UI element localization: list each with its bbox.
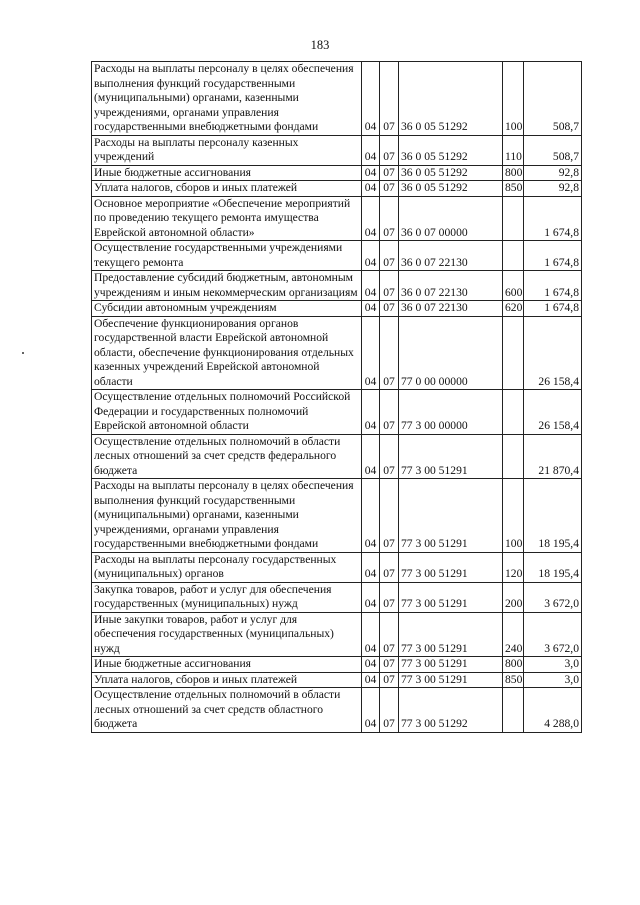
- row-expense-type-cell: 850: [503, 181, 524, 197]
- row-target-article-cell: 36 0 07 00000: [399, 196, 503, 241]
- row-amount-cell: 508,7: [524, 62, 582, 136]
- row-amount-cell: 4 288,0: [524, 688, 582, 733]
- row-subsection-cell: 07: [380, 196, 399, 241]
- row-name-cell: Субсидии автономным учреждениям: [92, 301, 362, 317]
- row-section-cell: 04: [362, 434, 380, 479]
- row-section-cell: 04: [362, 688, 380, 733]
- row-target-article-cell: 36 0 05 51292: [399, 165, 503, 181]
- row-section-cell: 04: [362, 390, 380, 435]
- row-expense-type-cell: 240: [503, 612, 524, 657]
- row-section-cell: 04: [362, 657, 380, 673]
- row-expense-type-cell: 110: [503, 135, 524, 165]
- row-target-article-cell: 77 3 00 51291: [399, 582, 503, 612]
- row-section-cell: 04: [362, 181, 380, 197]
- table-row: [92, 196, 582, 241]
- table-row: [92, 552, 582, 582]
- row-subsection-cell: 07: [380, 552, 399, 582]
- row-section-cell: 04: [362, 271, 380, 301]
- row-name-cell: Осуществление отдельных полномочий Российской Федерации и государственных полномочий Еврейской автономной области: [92, 390, 362, 435]
- row-name-cell: Основное мероприятие «Обеспечение мероприятий по проведению текущего ремонта имущества Еврейской автономной области»: [92, 196, 362, 241]
- row-name-cell: Обеспечение функционирования органов государственной власти Еврейской автономной области, обеспечение функционирования отдельных казенных учреждений Еврейской автономной области: [92, 316, 362, 390]
- row-subsection-cell: 07: [380, 165, 399, 181]
- row-subsection-cell: 07: [380, 301, 399, 317]
- row-subsection-cell: 07: [380, 688, 399, 733]
- row-expense-type-cell: 620: [503, 301, 524, 317]
- row-name-cell: Осуществление отдельных полномочий в области лесных отношений за счет средств областного бюджета: [92, 688, 362, 733]
- row-expense-type-cell: 800: [503, 165, 524, 181]
- row-amount-cell: 21 870,4: [524, 434, 582, 479]
- table-row: [92, 135, 582, 165]
- table-row: [92, 241, 582, 271]
- row-expense-type-cell: 100: [503, 479, 524, 553]
- table-row: [92, 271, 582, 301]
- row-subsection-cell: 07: [380, 657, 399, 673]
- row-subsection-cell: 07: [380, 612, 399, 657]
- row-target-article-cell: 77 3 00 51292: [399, 688, 503, 733]
- row-amount-cell: 92,8: [524, 165, 582, 181]
- row-name-cell: Иные бюджетные ассигнования: [92, 657, 362, 673]
- row-expense-type-cell: [503, 241, 524, 271]
- table-row: [92, 301, 582, 317]
- row-section-cell: 04: [362, 241, 380, 271]
- row-subsection-cell: 07: [380, 434, 399, 479]
- row-expense-type-cell: [503, 316, 524, 390]
- row-name-cell: Предоставление субсидий бюджетным, автономным учреждениям и иным некоммерческим организациям: [92, 271, 362, 301]
- table-row: [92, 165, 582, 181]
- table-row: [92, 390, 582, 435]
- row-target-article-cell: 36 0 07 22130: [399, 301, 503, 317]
- row-amount-cell: 1 674,8: [524, 301, 582, 317]
- row-target-article-cell: 77 3 00 51291: [399, 479, 503, 553]
- row-expense-type-cell: 120: [503, 552, 524, 582]
- row-section-cell: 04: [362, 301, 380, 317]
- row-amount-cell: 3,0: [524, 657, 582, 673]
- row-target-article-cell: 77 3 00 51291: [399, 612, 503, 657]
- row-target-article-cell: 77 0 00 00000: [399, 316, 503, 390]
- table-row: [92, 657, 582, 673]
- scan-speck: [22, 352, 24, 354]
- row-amount-cell: 3,0: [524, 672, 582, 688]
- row-subsection-cell: 07: [380, 62, 399, 136]
- row-section-cell: 04: [362, 552, 380, 582]
- row-expense-type-cell: [503, 196, 524, 241]
- row-amount-cell: 18 195,4: [524, 479, 582, 553]
- row-amount-cell: 3 672,0: [524, 582, 582, 612]
- row-name-cell: Уплата налогов, сборов и иных платежей: [92, 672, 362, 688]
- row-amount-cell: 1 674,8: [524, 196, 582, 241]
- row-target-article-cell: 77 3 00 51291: [399, 552, 503, 582]
- row-expense-type-cell: 200: [503, 582, 524, 612]
- row-target-article-cell: 36 0 07 22130: [399, 241, 503, 271]
- row-expense-type-cell: [503, 434, 524, 479]
- row-section-cell: 04: [362, 612, 380, 657]
- row-name-cell: Расходы на выплаты персоналу в целях обеспечения выполнения функций государственными (муниципальными) органами, казенными учреждениями, органами управления государственными внебюджетными фондами: [92, 479, 362, 553]
- row-target-article-cell: 36 0 05 51292: [399, 181, 503, 197]
- row-expense-type-cell: 800: [503, 657, 524, 673]
- row-name-cell: Уплата налогов, сборов и иных платежей: [92, 181, 362, 197]
- row-section-cell: 04: [362, 196, 380, 241]
- table-row: [92, 688, 582, 733]
- budget-table: [91, 61, 582, 733]
- row-subsection-cell: 07: [380, 135, 399, 165]
- row-expense-type-cell: [503, 688, 524, 733]
- row-subsection-cell: 07: [380, 181, 399, 197]
- row-target-article-cell: 36 0 05 51292: [399, 135, 503, 165]
- row-name-cell: Осуществление отдельных полномочий в области лесных отношений за счет средств федерального бюджета: [92, 434, 362, 479]
- row-amount-cell: 26 158,4: [524, 390, 582, 435]
- row-name-cell: Иные бюджетные ассигнования: [92, 165, 362, 181]
- budget-table-body: [92, 62, 582, 733]
- table-row: [92, 434, 582, 479]
- row-subsection-cell: 07: [380, 672, 399, 688]
- row-name-cell: Иные закупки товаров, работ и услуг для обеспечения государственных (муниципальных) нужд: [92, 612, 362, 657]
- row-name-cell: Расходы на выплаты персоналу государственных (муниципальных) органов: [92, 552, 362, 582]
- row-section-cell: 04: [362, 582, 380, 612]
- table-row: [92, 316, 582, 390]
- table-row: [92, 582, 582, 612]
- row-section-cell: 04: [362, 62, 380, 136]
- row-amount-cell: 92,8: [524, 181, 582, 197]
- row-name-cell: Закупка товаров, работ и услуг для обеспечения государственных (муниципальных) нужд: [92, 582, 362, 612]
- row-target-article-cell: 36 0 05 51292: [399, 62, 503, 136]
- row-subsection-cell: 07: [380, 582, 399, 612]
- row-subsection-cell: 07: [380, 271, 399, 301]
- row-target-article-cell: 36 0 07 22130: [399, 271, 503, 301]
- row-section-cell: 04: [362, 672, 380, 688]
- row-name-cell: Расходы на выплаты персоналу в целях обеспечения выполнения функций государственными (муниципальными) органами, казенными учреждениями, органами управления государственными внебюджетными фондами: [92, 62, 362, 136]
- page-number: 183: [310, 38, 330, 52]
- row-target-article-cell: 77 3 00 51291: [399, 657, 503, 673]
- row-amount-cell: 508,7: [524, 135, 582, 165]
- table-row: [92, 612, 582, 657]
- row-subsection-cell: 07: [380, 241, 399, 271]
- row-amount-cell: 3 672,0: [524, 612, 582, 657]
- row-section-cell: 04: [362, 316, 380, 390]
- table-row: [92, 181, 582, 197]
- row-target-article-cell: 77 3 00 51291: [399, 672, 503, 688]
- row-name-cell: Осуществление государственными учреждениями текущего ремонта: [92, 241, 362, 271]
- row-expense-type-cell: [503, 390, 524, 435]
- row-amount-cell: 26 158,4: [524, 316, 582, 390]
- row-amount-cell: 1 674,8: [524, 241, 582, 271]
- row-section-cell: 04: [362, 165, 380, 181]
- table-row: [92, 672, 582, 688]
- row-subsection-cell: 07: [380, 390, 399, 435]
- table-row: [92, 62, 582, 136]
- row-target-article-cell: 77 3 00 51291: [399, 434, 503, 479]
- row-expense-type-cell: 600: [503, 271, 524, 301]
- row-target-article-cell: 77 3 00 00000: [399, 390, 503, 435]
- row-amount-cell: 18 195,4: [524, 552, 582, 582]
- table-row: [92, 479, 582, 553]
- row-section-cell: 04: [362, 135, 380, 165]
- row-expense-type-cell: 100: [503, 62, 524, 136]
- row-subsection-cell: 07: [380, 316, 399, 390]
- row-amount-cell: 1 674,8: [524, 271, 582, 301]
- row-subsection-cell: 07: [380, 479, 399, 553]
- row-expense-type-cell: 850: [503, 672, 524, 688]
- row-name-cell: Расходы на выплаты персоналу казенных учреждений: [92, 135, 362, 165]
- row-section-cell: 04: [362, 479, 380, 553]
